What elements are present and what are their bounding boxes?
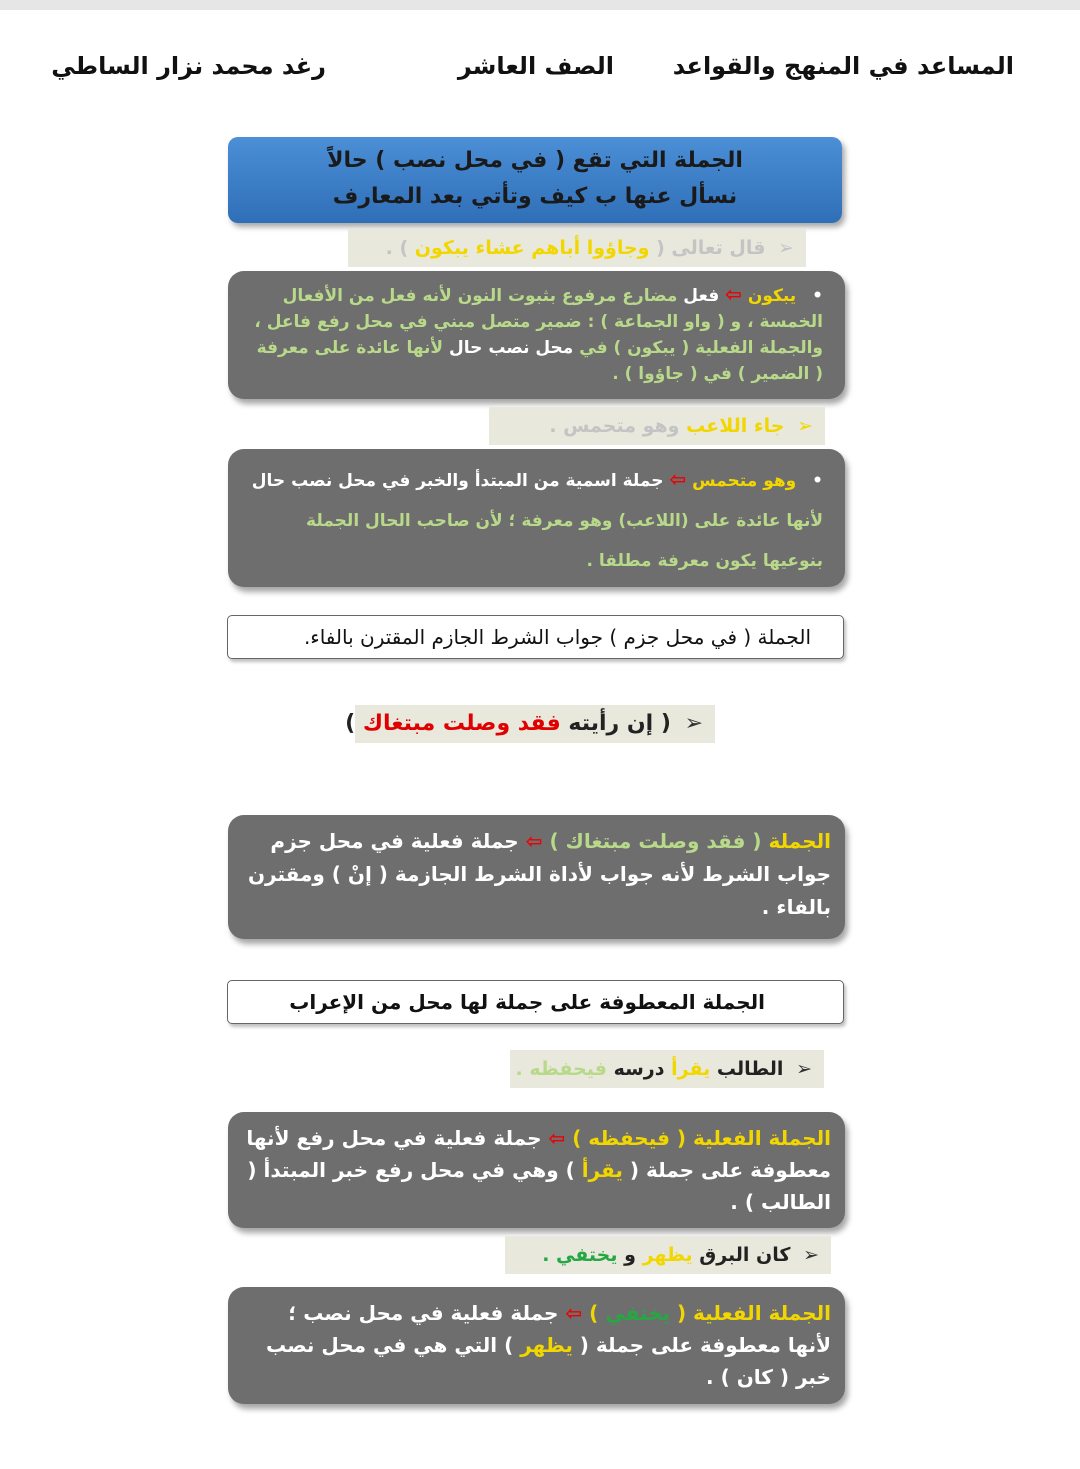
arrow-icon: ➢ (778, 237, 794, 259)
bullet-icon: • (812, 471, 823, 491)
example-5: ➢ كان البرق يظهر و يختفي . (505, 1236, 831, 1274)
arrow-icon: ➢ (803, 1244, 819, 1266)
title-line-1: الجملة التي تقع ( في محل نصب ) حالاً (327, 148, 743, 173)
red-arrow-icon: ⇦ (548, 1126, 566, 1150)
header-grade: الصف العاشر (457, 52, 614, 80)
arrow-icon: ➢ (797, 415, 813, 437)
red-arrow-icon: ⇦ (565, 1301, 583, 1325)
explanation-box-4: الجملة الفعلية ( فيحفظه ) ⇦ جملة فعلية في محل رفع لأنها معطوفة على جملة ( يقرأ ) وهي في محل رفع خبر المبتدأ ( الطالب ) . (228, 1112, 845, 1228)
red-arrow-icon: ⇦ (725, 282, 742, 306)
red-arrow-icon: ⇦ (669, 467, 687, 491)
red-arrow-icon: ⇦ (525, 829, 543, 853)
explanation-box-5: الجملة الفعلية ( يختفي ) ⇦ جملة فعلية في محل نصب ؛ لأنها معطوفة على جملة ( يظهر ) التي هي في محل نصب خبر ( كان ) . (228, 1287, 845, 1404)
section-heading-maatufa: الجملة المعطوفة على جملة لها محل من الإعراب (227, 980, 844, 1024)
example-1: ➢ قال تعالى ( وجاؤوا أباهم عشاء يبكون ) . (348, 229, 806, 267)
arrow-icon: ➢ (796, 1058, 812, 1080)
header-book-title: المساعد في المنهج والقواعد (672, 52, 1014, 80)
example-4: ➢ الطالب يقرأ درسه فيحفظه . (510, 1050, 824, 1088)
section-heading-jazm: الجملة ( في محل جزم ) جواب الشرط الجازم المقترن بالفاء. (227, 615, 844, 659)
example-2: ➢ جاء اللاعب وهو متحمس . (489, 407, 825, 445)
explanation-box-3: الجملة ( فقد وصلت مبتغاك ) ⇦ جملة فعلية في محل جزم جواب الشرط لأنه جواب لأداة الشرط الجازمة ( إنْ ) ومقترن بالفاء . (228, 815, 845, 939)
section-title-box (228, 137, 842, 223)
header-author: رغد محمد نزار الساطي (51, 52, 326, 80)
bullet-icon: • (812, 286, 823, 306)
example-1-quote: وجاؤوا أباهم عشاء يبكون (414, 237, 650, 259)
arrow-icon: ➢ (684, 711, 703, 736)
explanation-box-1: • يبكون ⇦ فعل مضارع مرفوع بثبوت النون لأنه فعل من الأفعال الخمسة ، و ( واو الجماعة ) : ضمير متصل مبني في محل رفع فاعل ، والجملة الفعلية ( يبكون ) في محل نصب حال لأنها عائدة على معرفة ( الضمير ) في ( جاؤوا ) . (228, 271, 845, 399)
top-border (0, 0, 1080, 10)
explanation-box-2: • وهو متحمس ⇦ جملة اسمية من المبتدأ والخبر في محل نصب حال لأنها عائدة على (اللاعب) وهو معرفة ؛ لأن صاحب الحال الجملة بنوعيها يكون معرفة مطلقا . (228, 449, 845, 587)
example-3: ➢ ( إن رأيته فقد وصلت مبتغاك ) (355, 705, 715, 743)
title-line-2: نسأل عنها ب كيف وتأتي بعد المعارف (332, 184, 738, 209)
